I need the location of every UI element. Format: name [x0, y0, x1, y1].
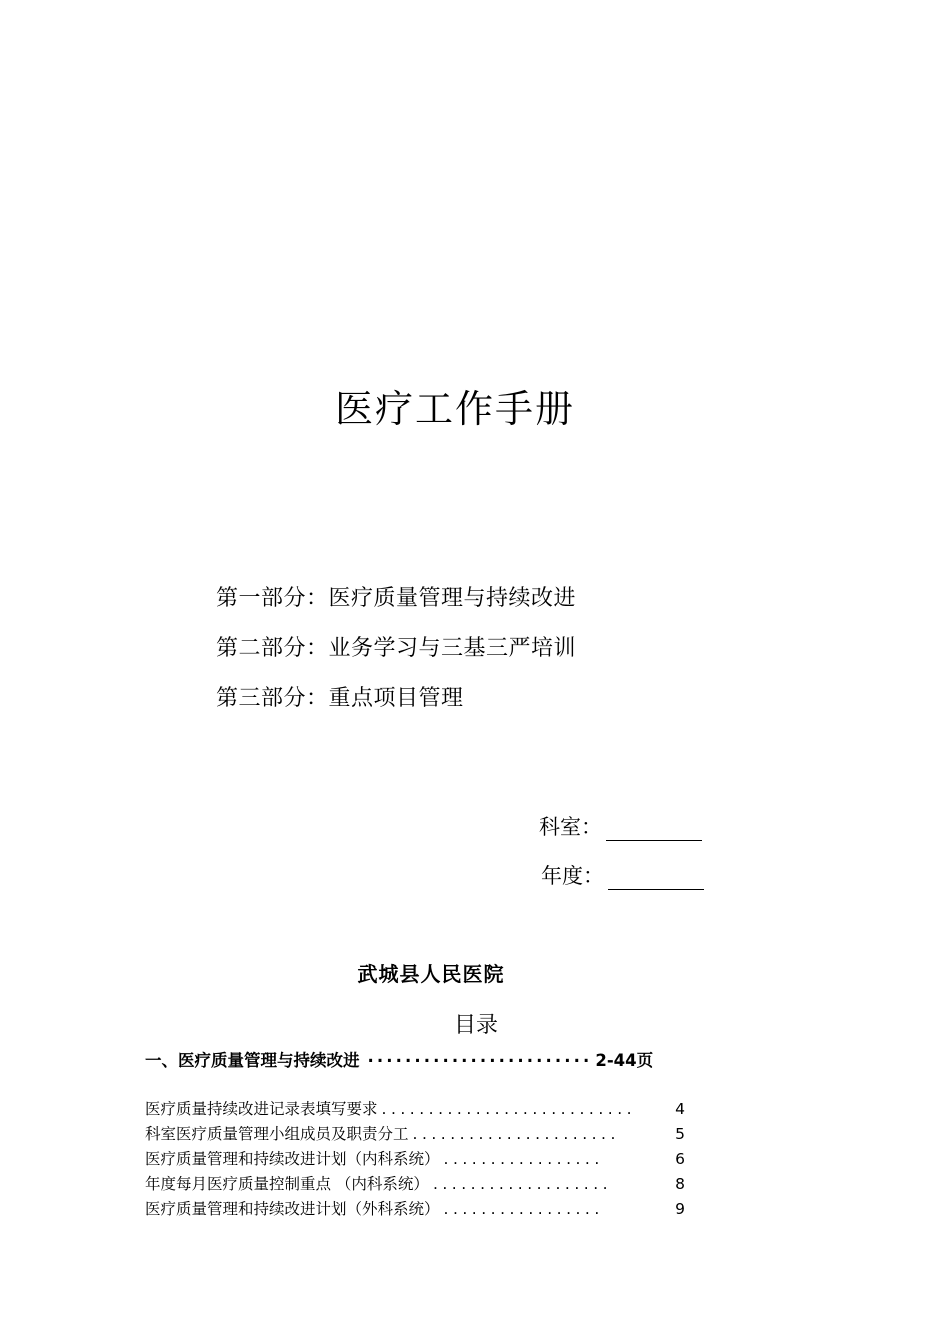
department-label: 科室： [539, 815, 602, 839]
toc-title: 目录 [453, 1013, 498, 1038]
toc-item [145, 1197, 685, 1222]
parts-list [216, 584, 576, 734]
toc-item [145, 1147, 685, 1172]
department-blank [606, 818, 702, 841]
toc-item-label: 医疗质量管理和持续改进计划（外科系统） [145, 1200, 440, 1218]
toc-item-page: 5 [675, 1125, 685, 1143]
toc-section-one [145, 1047, 705, 1071]
toc-item-label: 医疗质量持续改进记录表填写要求 [145, 1100, 378, 1118]
part-three: 第三部分：重点项目管理 [216, 686, 464, 711]
toc-item-leader: ...................... [412, 1125, 620, 1143]
part-one: 第一部分：医疗质量管理与持续改进 [216, 586, 577, 611]
toc-item-page: 4 [675, 1100, 685, 1118]
toc-section-pages: 2-44页 [595, 1051, 654, 1070]
toc-item-page: 8 [675, 1175, 685, 1193]
toc-section-label: 一、医疗质量管理与持续改进 [145, 1051, 360, 1070]
toc-item [145, 1122, 685, 1147]
part-two: 第二部分：业务学习与三基三严培训 [216, 636, 577, 661]
document-title: 医疗工作手册 [334, 387, 575, 431]
toc-item-leader: ........................... [381, 1100, 637, 1118]
department-field [539, 811, 702, 841]
toc-item-page: 6 [675, 1150, 685, 1168]
toc-item [145, 1097, 685, 1122]
toc-section-leader: ........................ [367, 1047, 593, 1066]
toc-item-label: 年度每月医疗质量控制重点 （内科系统） [145, 1175, 429, 1193]
year-blank [608, 867, 704, 890]
toc-item [145, 1172, 685, 1197]
toc-list [145, 1097, 685, 1222]
toc-item-leader: ................. [443, 1200, 604, 1218]
year-label: 年度： [541, 864, 604, 888]
toc-item-page: 9 [675, 1200, 685, 1218]
toc-item-leader: ................. [443, 1150, 604, 1168]
year-field [541, 860, 704, 890]
hospital-name: 武城县人民医院 [357, 962, 505, 986]
toc-item-label: 医疗质量管理和持续改进计划（内科系统） [145, 1150, 440, 1168]
toc-item-leader: ................... [432, 1175, 613, 1193]
toc-item-label: 科室医疗质量管理小组成员及职责分工 [145, 1125, 409, 1143]
